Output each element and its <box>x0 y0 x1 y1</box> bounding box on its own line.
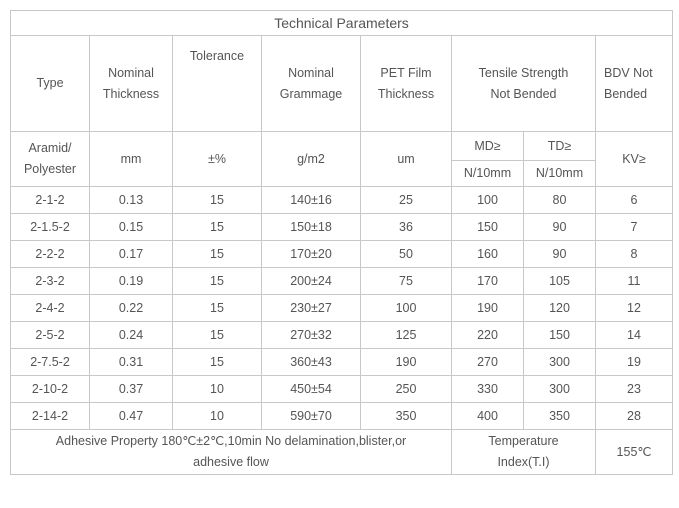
cell-pet: 350 <box>361 403 452 430</box>
cell-thickness: 0.31 <box>90 349 173 376</box>
cell-td: 300 <box>524 349 596 376</box>
cell-tolerance: 10 <box>173 376 262 403</box>
cell-thickness: 0.15 <box>90 214 173 241</box>
cell-bdv: 7 <box>596 214 673 241</box>
cell-md: 100 <box>452 187 524 214</box>
unit-thickness: mm <box>90 132 173 187</box>
cell-td: 150 <box>524 322 596 349</box>
cell-bdv: 19 <box>596 349 673 376</box>
cell-bdv: 14 <box>596 322 673 349</box>
cell-thickness: 0.13 <box>90 187 173 214</box>
cell-md: 190 <box>452 295 524 322</box>
cell-md: 160 <box>452 241 524 268</box>
footer-row <box>11 430 673 475</box>
cell-thickness: 0.22 <box>90 295 173 322</box>
table-row <box>11 403 673 430</box>
cell-type: 2-1-2 <box>11 187 90 214</box>
cell-grammage: 200±24 <box>262 268 361 295</box>
cell-thickness: 0.24 <box>90 322 173 349</box>
cell-tolerance: 15 <box>173 295 262 322</box>
cell-thickness: 0.19 <box>90 268 173 295</box>
header-row <box>11 36 673 132</box>
cell-td: 105 <box>524 268 596 295</box>
cell-bdv: 6 <box>596 187 673 214</box>
cell-pet: 75 <box>361 268 452 295</box>
cell-bdv: 12 <box>596 295 673 322</box>
header-tensile-strength: Tensile Strength Not Bended <box>452 36 596 132</box>
cell-md: 400 <box>452 403 524 430</box>
cell-td: 350 <box>524 403 596 430</box>
cell-md: 330 <box>452 376 524 403</box>
header-nominal-thickness: Nominal Thickness <box>90 36 173 132</box>
unit-md: MD≥ <box>452 132 524 161</box>
cell-thickness: 0.17 <box>90 241 173 268</box>
cell-pet: 36 <box>361 214 452 241</box>
cell-bdv: 23 <box>596 376 673 403</box>
cell-td: 90 <box>524 241 596 268</box>
table-row <box>11 295 673 322</box>
table-row <box>11 349 673 376</box>
cell-type: 2-5-2 <box>11 322 90 349</box>
cell-pet: 125 <box>361 322 452 349</box>
cell-type: 2-4-2 <box>11 295 90 322</box>
cell-tolerance: 15 <box>173 322 262 349</box>
cell-grammage: 140±16 <box>262 187 361 214</box>
cell-td: 300 <box>524 376 596 403</box>
unit-md-n10mm: N/10mm <box>452 161 524 187</box>
header-tolerance: Tolerance <box>173 36 262 132</box>
cell-td: 80 <box>524 187 596 214</box>
cell-grammage: 590±70 <box>262 403 361 430</box>
title-row <box>11 11 673 36</box>
temperature-index-label: Temperature Index(T.I) <box>452 430 596 475</box>
cell-thickness: 0.37 <box>90 376 173 403</box>
cell-md: 170 <box>452 268 524 295</box>
cell-grammage: 150±18 <box>262 214 361 241</box>
units-row <box>11 132 673 161</box>
unit-td-n10mm: N/10mm <box>524 161 596 187</box>
cell-md: 150 <box>452 214 524 241</box>
cell-md: 220 <box>452 322 524 349</box>
cell-tolerance: 15 <box>173 241 262 268</box>
table-row <box>11 268 673 295</box>
table-row <box>11 241 673 268</box>
header-type: Type <box>11 36 90 132</box>
cell-bdv: 28 <box>596 403 673 430</box>
header-pet-film-thickness: PET Film Thickness <box>361 36 452 132</box>
cell-pet: 190 <box>361 349 452 376</box>
cell-thickness: 0.47 <box>90 403 173 430</box>
cell-grammage: 360±43 <box>262 349 361 376</box>
cell-type: 2-2-2 <box>11 241 90 268</box>
table-title: Technical Parameters <box>11 11 673 36</box>
cell-tolerance: 15 <box>173 214 262 241</box>
cell-pet: 25 <box>361 187 452 214</box>
cell-grammage: 270±32 <box>262 322 361 349</box>
unit-bdv: KV≥ <box>596 132 673 187</box>
unit-tolerance: ±% <box>173 132 262 187</box>
cell-tolerance: 15 <box>173 349 262 376</box>
cell-bdv: 11 <box>596 268 673 295</box>
cell-pet: 100 <box>361 295 452 322</box>
technical-parameters-table <box>10 10 673 475</box>
table-row <box>11 322 673 349</box>
cell-td: 120 <box>524 295 596 322</box>
temperature-index-value: 155℃ <box>596 430 673 475</box>
cell-type: 2-14-2 <box>11 403 90 430</box>
cell-md: 270 <box>452 349 524 376</box>
cell-bdv: 8 <box>596 241 673 268</box>
cell-grammage: 170±20 <box>262 241 361 268</box>
header-bdv: BDV Not Bended <box>596 36 673 132</box>
unit-pet: um <box>361 132 452 187</box>
table-row <box>11 214 673 241</box>
cell-type: 2-7.5-2 <box>11 349 90 376</box>
cell-type: 2-10-2 <box>11 376 90 403</box>
unit-type: Aramid/ Polyester <box>11 132 90 187</box>
cell-grammage: 450±54 <box>262 376 361 403</box>
unit-td: TD≥ <box>524 132 596 161</box>
cell-td: 90 <box>524 214 596 241</box>
cell-tolerance: 10 <box>173 403 262 430</box>
table-row <box>11 187 673 214</box>
header-nominal-grammage: Nominal Grammage <box>262 36 361 132</box>
cell-pet: 250 <box>361 376 452 403</box>
cell-type: 2-1.5-2 <box>11 214 90 241</box>
cell-grammage: 230±27 <box>262 295 361 322</box>
table-row <box>11 376 673 403</box>
table-container <box>10 10 672 497</box>
cell-tolerance: 15 <box>173 187 262 214</box>
cell-type: 2-3-2 <box>11 268 90 295</box>
unit-grammage: g/m2 <box>262 132 361 187</box>
cell-tolerance: 15 <box>173 268 262 295</box>
adhesive-property: Adhesive Property 180℃±2℃,10min No delamination,blister,or adhesive flow <box>11 430 452 475</box>
cell-pet: 50 <box>361 241 452 268</box>
